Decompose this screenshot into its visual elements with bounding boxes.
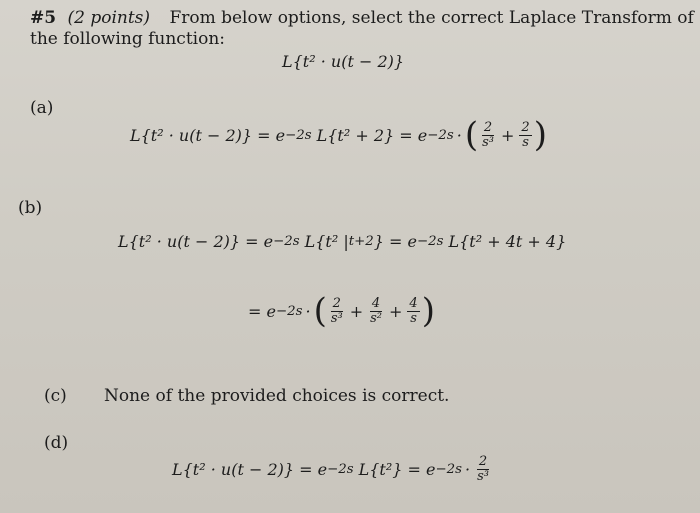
option-b-plus-2: + — [389, 301, 403, 321]
option-b-equation-line1 — [118, 232, 566, 251]
option-d-label[interactable]: (d) — [44, 433, 69, 453]
option-b-line1-lhs: L{t² · u(t − 2)} = e — [118, 232, 274, 251]
option-b-close-paren: ) — [421, 291, 435, 331]
option-a-mid: L{t² + 2} = e — [316, 125, 428, 145]
question-text-line1: From below options, select the correct Laplace Transform of — [169, 8, 694, 28]
option-a-frac-1: $\frac{2}{\text{s³}}$ — [482, 119, 494, 150]
option-b-equation-line2 — [248, 291, 435, 331]
option-b-dot: · — [305, 301, 311, 321]
option-b-plus-1: + — [349, 301, 364, 321]
option-a-frac-2: $\frac{2}{s}$ — [521, 119, 530, 150]
option-a-equation — [130, 115, 547, 155]
option-b-line1-mid2: } = e — [373, 232, 417, 251]
option-b-line2-eq: = e — [248, 301, 276, 321]
option-a-label[interactable]: (a) — [30, 98, 54, 118]
option-d-exp: −2s — [327, 462, 354, 477]
option-d-lhs: L{t² · u(t − 2)} = e — [172, 460, 328, 479]
option-a-exp2: −2s — [427, 127, 454, 143]
question-header — [30, 8, 695, 50]
option-d-dot: · — [464, 460, 471, 479]
option-b-line1-exp: −2s — [273, 234, 300, 249]
option-a-close-paren: ) — [533, 115, 547, 155]
option-b-line1-mid: L{t² | — [304, 232, 349, 251]
option-a-exp: −2s — [285, 127, 312, 143]
option-b-label[interactable]: (b) — [18, 198, 43, 218]
option-a-dot: · — [456, 125, 462, 145]
option-d-equation — [172, 455, 493, 484]
option-a-plus: + — [501, 125, 515, 145]
option-b-frac-1: $\frac{2}{\text{s³}}$ — [330, 295, 343, 326]
option-a-open-paren: ( — [464, 115, 479, 155]
option-b-line1-sub: t+2 — [348, 234, 374, 249]
option-b-line2-exp: −2s — [275, 303, 303, 319]
option-b-frac-3: $\frac{4}{s}$ — [409, 295, 418, 326]
question-points: (2 points) — [67, 8, 151, 28]
option-b-line1-exp2: −2s — [416, 234, 444, 249]
option-b-open-paren: ( — [313, 291, 327, 331]
option-a-lhs: L{t² · u(t − 2)} = e — [130, 125, 286, 145]
question-text-line2: the following function: — [30, 29, 225, 49]
option-c-label[interactable]: (c) — [44, 386, 67, 406]
option-b-frac-2: $\frac{4}{\text{s²}}$ — [370, 295, 383, 326]
option-d-frac-1: $\frac{2}{\text{s³}}$ — [477, 454, 489, 484]
option-d-exp2: −2s — [435, 462, 462, 477]
option-d-mid: L{t²} = e — [358, 460, 436, 479]
option-b-line1-rhs: L{t² + 4t + 4} — [448, 232, 567, 251]
target-function: L{t² · u(t − 2)} — [282, 52, 405, 71]
option-c-text: None of the provided choices is correct. — [104, 386, 450, 406]
question-number: #5 — [30, 8, 57, 28]
